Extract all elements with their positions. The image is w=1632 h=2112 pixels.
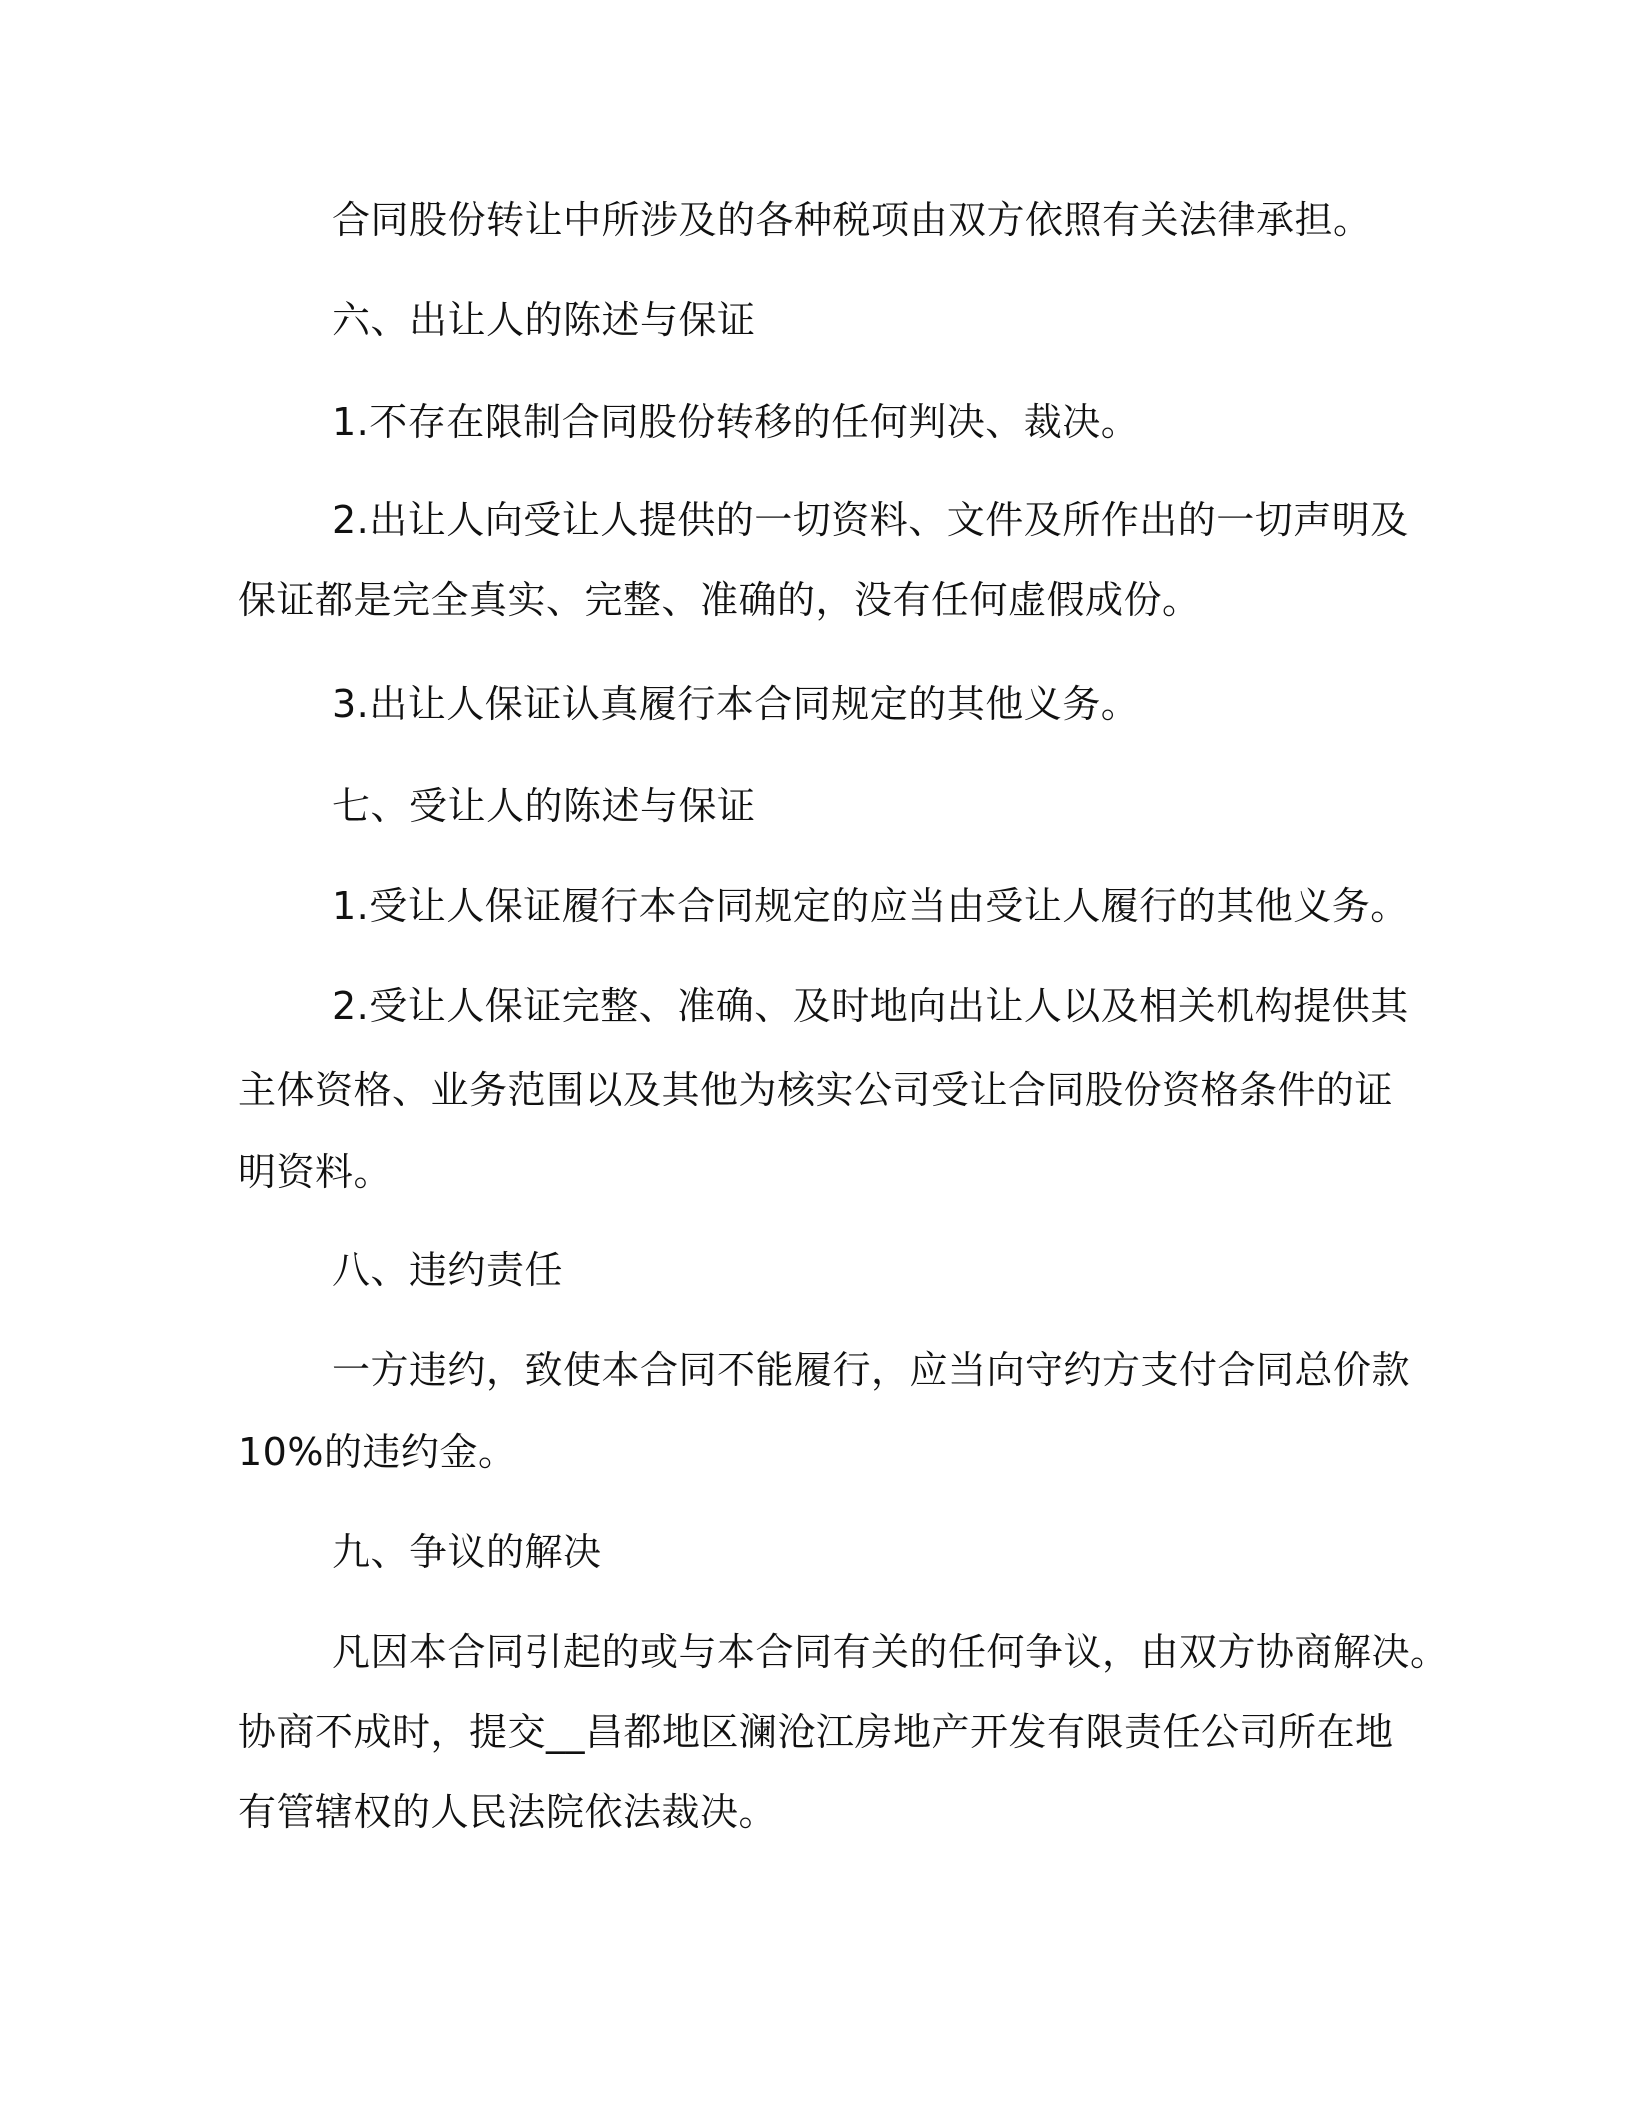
clause-6-2-line-2: 保证都是完全真实、完整、准确的，没有任何虚假成份。 <box>238 578 1201 622</box>
clause-6-2-line-1: 2.出让人向受让人提供的一切资料、文件及所作出的一切声明及 <box>332 498 1409 542</box>
paragraph-tax-clause: 合同股份转让中所涉及的各种税项由双方依照有关法律承担。 <box>332 198 1372 242</box>
clause-7-2-line-3: 明资料。 <box>238 1150 393 1194</box>
clause-6-1: 1.不存在限制合同股份转移的任何判决、裁决。 <box>332 400 1140 444</box>
clause-7-1: 1.受让人保证履行本合同规定的应当由受让人履行的其他义务。 <box>332 884 1409 928</box>
clause-7-2-line-1: 2.受让人保证完整、准确、及时地向出让人以及相关机构提供其 <box>332 984 1409 1028</box>
section-heading-eight: 八、违约责任 <box>332 1248 564 1292</box>
section-heading-nine: 九、争议的解决 <box>332 1530 602 1574</box>
clause-6-3: 3.出让人保证认真履行本合同规定的其他义务。 <box>332 682 1140 726</box>
breach-clause-line-2: 10%的违约金。 <box>238 1430 517 1474</box>
dispute-clause-line-3: 有管辖权的人民法院依法裁决。 <box>238 1790 778 1834</box>
breach-clause-line-1: 一方违约，致使本合同不能履行，应当向守约方支付合同总价款 <box>332 1348 1411 1392</box>
dispute-clause-line-1: 凡因本合同引起的或与本合同有关的任何争议，由双方协商解决。 <box>332 1630 1449 1674</box>
section-heading-seven: 七、受让人的陈述与保证 <box>332 784 756 828</box>
section-heading-six: 六、出让人的陈述与保证 <box>332 298 756 342</box>
dispute-clause-line-2: 协商不成时，提交__昌都地区澜沧江房地产开发有限责任公司所在地 <box>238 1710 1394 1754</box>
clause-7-2-line-2: 主体资格、业务范围以及其他为核实公司受让合同股份资格条件的证 <box>238 1068 1394 1112</box>
